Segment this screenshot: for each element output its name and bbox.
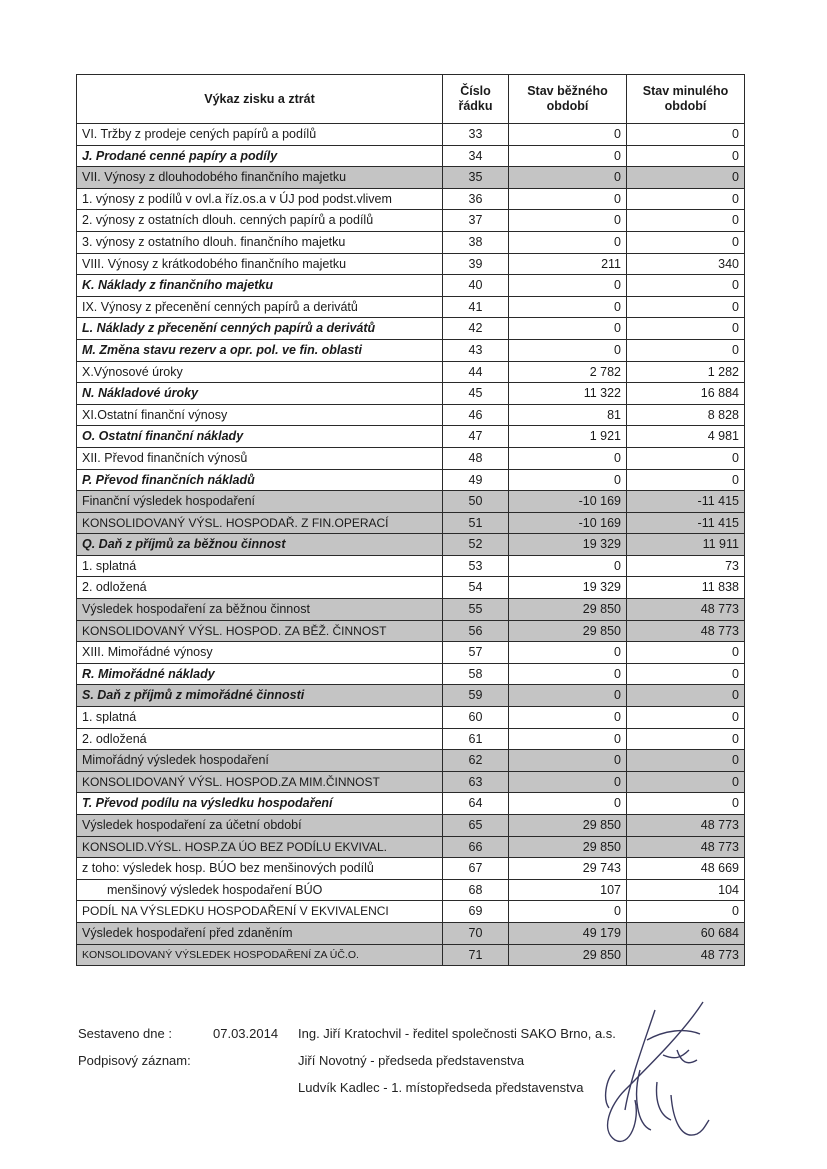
table-row	[77, 361, 745, 383]
header-row-number: Číslo řádku	[443, 75, 509, 124]
row-label: VI. Tržby z prodeje cených papírů a podílů	[77, 124, 443, 146]
row-label: J. Prodané cenné papíry a podíly	[77, 145, 443, 167]
current-period-value: 0	[509, 469, 627, 491]
previous-period-value: 0	[627, 188, 745, 210]
table-body	[77, 124, 745, 966]
row-number: 40	[443, 275, 509, 297]
current-period-value: -10 169	[509, 512, 627, 534]
table-row	[77, 728, 745, 750]
table-row	[77, 339, 745, 361]
previous-period-value: 0	[627, 642, 745, 664]
table-row	[77, 922, 745, 944]
signatory-chairman: Jiří Novotný - předseda představenstva	[298, 1053, 525, 1068]
row-label: 2. výnosy z ostatních dlouh. cenných papírů a podílů	[77, 210, 443, 232]
row-number: 38	[443, 231, 509, 253]
row-label: KONSOLID.VÝSL. HOSP.ZA ÚO BEZ PODÍLU EKVIVAL.	[77, 836, 443, 858]
compiled-label: Sestaveno dne :	[78, 1026, 172, 1041]
row-label: 2. odložená	[77, 577, 443, 599]
current-period-value: 0	[509, 210, 627, 232]
row-label: PODÍL NA VÝSLEDKU HOSPODAŘENÍ V EKVIVALENCI	[77, 901, 443, 923]
table-row	[77, 296, 745, 318]
row-label: XI.Ostatní finanční výnosy	[77, 404, 443, 426]
row-number: 59	[443, 685, 509, 707]
previous-period-value: 340	[627, 253, 745, 275]
current-period-value: 0	[509, 685, 627, 707]
previous-period-value: 0	[627, 901, 745, 923]
current-period-value: 81	[509, 404, 627, 426]
row-number: 66	[443, 836, 509, 858]
row-number: 57	[443, 642, 509, 664]
previous-period-value: 11 838	[627, 577, 745, 599]
table-row	[77, 836, 745, 858]
current-period-value: 0	[509, 663, 627, 685]
previous-period-value: 0	[627, 793, 745, 815]
previous-period-value: 0	[627, 728, 745, 750]
table-row	[77, 253, 745, 275]
row-label: Výsledek hospodaření za účetní období	[77, 815, 443, 837]
row-label: M. Změna stavu rezerv a opr. pol. ve fin. oblasti	[77, 339, 443, 361]
row-number: 46	[443, 404, 509, 426]
row-label: VII. Výnosy z dlouhodobého finančního majetku	[77, 167, 443, 189]
row-number: 48	[443, 447, 509, 469]
row-label: P. Převod finančních nákladů	[77, 469, 443, 491]
row-label: 1. výnosy z podílů v ovl.a říz.os.a v ÚJ pod podst.vlivem	[77, 188, 443, 210]
row-number: 54	[443, 577, 509, 599]
table-row	[77, 944, 745, 966]
row-label: 1. splatná	[77, 707, 443, 729]
table-row	[77, 599, 745, 621]
previous-period-value: 0	[627, 663, 745, 685]
current-period-value: 0	[509, 296, 627, 318]
row-number: 55	[443, 599, 509, 621]
current-period-value: 0	[509, 145, 627, 167]
previous-period-value: 73	[627, 555, 745, 577]
current-period-value: 0	[509, 642, 627, 664]
current-period-value: 107	[509, 879, 627, 901]
previous-period-value: 0	[627, 231, 745, 253]
previous-period-value: 0	[627, 339, 745, 361]
header-current-period: Stav běžného období	[509, 75, 627, 124]
table-row	[77, 145, 745, 167]
table-row	[77, 210, 745, 232]
previous-period-value: -11 415	[627, 512, 745, 534]
row-label: KONSOLIDOVANÝ VÝSLEDEK HOSPODAŘENÍ ZA ÚČ.O.	[77, 944, 443, 966]
current-period-value: 0	[509, 275, 627, 297]
previous-period-value: 0	[627, 469, 745, 491]
row-number: 71	[443, 944, 509, 966]
row-number: 64	[443, 793, 509, 815]
row-number: 67	[443, 858, 509, 880]
previous-period-value: 11 911	[627, 534, 745, 556]
table-row	[77, 793, 745, 815]
row-number: 33	[443, 124, 509, 146]
previous-period-value: 60 684	[627, 922, 745, 944]
row-number: 34	[443, 145, 509, 167]
table-row	[77, 879, 745, 901]
table-row	[77, 534, 745, 556]
current-period-value: 0	[509, 555, 627, 577]
row-label: 2. odložená	[77, 728, 443, 750]
current-period-value: 0	[509, 793, 627, 815]
table-row	[77, 124, 745, 146]
table-row	[77, 231, 745, 253]
table-header-row	[77, 75, 745, 124]
row-label: O. Ostatní finanční náklady	[77, 426, 443, 448]
previous-period-value: 48 773	[627, 620, 745, 642]
current-period-value: 29 850	[509, 620, 627, 642]
row-number: 53	[443, 555, 509, 577]
current-period-value: 29 743	[509, 858, 627, 880]
current-period-value: 0	[509, 318, 627, 340]
row-number: 61	[443, 728, 509, 750]
current-period-value: 0	[509, 447, 627, 469]
current-period-value: 211	[509, 253, 627, 275]
row-label: XIII. Mimořádné výnosy	[77, 642, 443, 664]
current-period-value: 29 850	[509, 599, 627, 621]
table-row	[77, 167, 745, 189]
signatory-director: Ing. Jiří Kratochvil - ředitel společnosti SAKO Brno, a.s.	[298, 1026, 616, 1041]
current-period-value: 11 322	[509, 383, 627, 405]
table-row	[77, 275, 745, 297]
row-number: 62	[443, 750, 509, 772]
current-period-value: 0	[509, 339, 627, 361]
row-number: 51	[443, 512, 509, 534]
signatory-vice-chairman: Ludvík Kadlec - 1. místopředseda představenstva	[298, 1080, 584, 1095]
row-label: menšinový výsledek hospodaření BÚO	[77, 879, 443, 901]
previous-period-value: 16 884	[627, 383, 745, 405]
row-label: L. Náklady z přecenění cenných papírů a derivátů	[77, 318, 443, 340]
table-row	[77, 426, 745, 448]
current-period-value: 0	[509, 167, 627, 189]
current-period-value: 29 850	[509, 815, 627, 837]
previous-period-value: 4 981	[627, 426, 745, 448]
current-period-value: 29 850	[509, 836, 627, 858]
current-period-value: 19 329	[509, 577, 627, 599]
row-number: 52	[443, 534, 509, 556]
current-period-value: 0	[509, 124, 627, 146]
table-row	[77, 577, 745, 599]
table-row	[77, 512, 745, 534]
row-label: T. Převod podílu na výsledku hospodaření	[77, 793, 443, 815]
table-row	[77, 685, 745, 707]
row-label: KONSOLIDOVANÝ VÝSL. HOSPOD. ZA BĚŽ. ČINNOST	[77, 620, 443, 642]
previous-period-value: 0	[627, 707, 745, 729]
row-number: 39	[443, 253, 509, 275]
row-number: 42	[443, 318, 509, 340]
previous-period-value: 1 282	[627, 361, 745, 383]
row-label: Finanční výsledek hospodaření	[77, 491, 443, 513]
table-row	[77, 663, 745, 685]
table-row	[77, 815, 745, 837]
row-number: 35	[443, 167, 509, 189]
row-number: 44	[443, 361, 509, 383]
table-row	[77, 771, 745, 793]
row-label: KONSOLIDOVANÝ VÝSL. HOSPODAŘ. Z FIN.OPERACÍ	[77, 512, 443, 534]
row-label: IX. Výnosy z přecenění cenných papírů a derivátů	[77, 296, 443, 318]
previous-period-value: 8 828	[627, 404, 745, 426]
handwritten-signature	[585, 1000, 715, 1150]
previous-period-value: 48 773	[627, 944, 745, 966]
table-row	[77, 555, 745, 577]
row-number: 45	[443, 383, 509, 405]
previous-period-value: 0	[627, 685, 745, 707]
row-number: 49	[443, 469, 509, 491]
header-previous-period: Stav minulého období	[627, 75, 745, 124]
current-period-value: 0	[509, 728, 627, 750]
previous-period-value: 0	[627, 210, 745, 232]
table-row	[77, 750, 745, 772]
table-row	[77, 491, 745, 513]
row-number: 69	[443, 901, 509, 923]
row-label: S. Daň z příjmů z mimořádné činnosti	[77, 685, 443, 707]
row-number: 43	[443, 339, 509, 361]
row-number: 36	[443, 188, 509, 210]
previous-period-value: 0	[627, 275, 745, 297]
table-row	[77, 707, 745, 729]
table-row	[77, 620, 745, 642]
previous-period-value: -11 415	[627, 491, 745, 513]
compiled-date: 07.03.2014	[213, 1026, 279, 1041]
signature-label: Podpisový záznam:	[78, 1053, 191, 1068]
current-period-value: 0	[509, 901, 627, 923]
previous-period-value: 0	[627, 145, 745, 167]
row-label: VIII. Výnosy z krátkodobého finančního majetku	[77, 253, 443, 275]
previous-period-value: 48 773	[627, 599, 745, 621]
table-row	[77, 404, 745, 426]
row-number: 41	[443, 296, 509, 318]
row-number: 50	[443, 491, 509, 513]
table-row	[77, 858, 745, 880]
table-row	[77, 318, 745, 340]
table-row	[77, 188, 745, 210]
previous-period-value: 48 773	[627, 836, 745, 858]
current-period-value: 19 329	[509, 534, 627, 556]
current-period-value: 0	[509, 707, 627, 729]
current-period-value: 1 921	[509, 426, 627, 448]
previous-period-value: 0	[627, 318, 745, 340]
row-label: Mimořádný výsledek hospodaření	[77, 750, 443, 772]
row-label: R. Mimořádné náklady	[77, 663, 443, 685]
previous-period-value: 48 773	[627, 815, 745, 837]
table-row	[77, 901, 745, 923]
current-period-value: 2 782	[509, 361, 627, 383]
row-label: z toho: výsledek hosp. BÚO bez menšinových podílů	[77, 858, 443, 880]
row-label: Q. Daň z příjmů za běžnou činnost	[77, 534, 443, 556]
current-period-value: 49 179	[509, 922, 627, 944]
row-number: 63	[443, 771, 509, 793]
row-number: 47	[443, 426, 509, 448]
row-label: Výsledek hospodaření před zdaněním	[77, 922, 443, 944]
previous-period-value: 104	[627, 879, 745, 901]
row-label: 3. výnosy z ostatního dlouh. finančního majetku	[77, 231, 443, 253]
previous-period-value: 0	[627, 167, 745, 189]
table-row	[77, 447, 745, 469]
previous-period-value: 0	[627, 447, 745, 469]
table-row	[77, 642, 745, 664]
current-period-value: -10 169	[509, 491, 627, 513]
row-label: K. Náklady z finančního majetku	[77, 275, 443, 297]
current-period-value: 0	[509, 771, 627, 793]
row-number: 60	[443, 707, 509, 729]
row-number: 37	[443, 210, 509, 232]
current-period-value: 0	[509, 231, 627, 253]
table-row	[77, 469, 745, 491]
previous-period-value: 0	[627, 124, 745, 146]
row-number: 58	[443, 663, 509, 685]
row-label: X.Výnosové úroky	[77, 361, 443, 383]
row-number: 65	[443, 815, 509, 837]
row-label: Výsledek hospodaření za běžnou činnost	[77, 599, 443, 621]
previous-period-value: 0	[627, 750, 745, 772]
row-label: KONSOLIDOVANÝ VÝSL. HOSPOD.ZA MIM.ČINNOST	[77, 771, 443, 793]
income-statement-table	[76, 74, 745, 966]
row-number: 68	[443, 879, 509, 901]
table-row	[77, 383, 745, 405]
row-label: XII. Převod finančních výnosů	[77, 447, 443, 469]
previous-period-value: 0	[627, 296, 745, 318]
previous-period-value: 0	[627, 771, 745, 793]
current-period-value: 0	[509, 188, 627, 210]
row-label: 1. splatná	[77, 555, 443, 577]
previous-period-value: 48 669	[627, 858, 745, 880]
row-label: N. Nákladové úroky	[77, 383, 443, 405]
header-statement: Výkaz zisku a ztrát	[77, 75, 443, 124]
current-period-value: 29 850	[509, 944, 627, 966]
row-number: 56	[443, 620, 509, 642]
row-number: 70	[443, 922, 509, 944]
current-period-value: 0	[509, 750, 627, 772]
